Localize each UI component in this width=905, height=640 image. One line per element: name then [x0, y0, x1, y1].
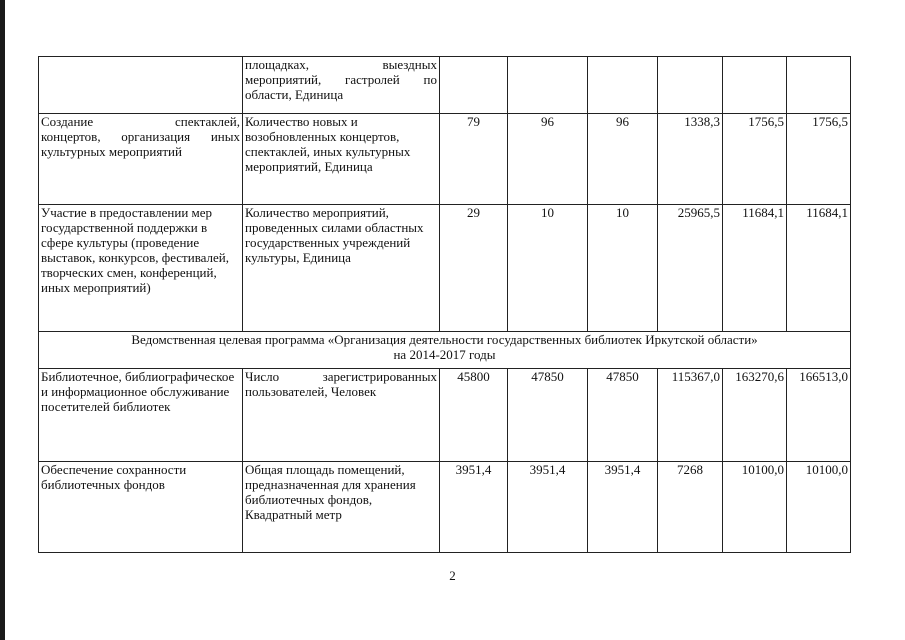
service-line: Создание спектаклей, — [41, 114, 240, 129]
service-line: концертов, организация иных — [41, 129, 240, 144]
indicator-cell: Количество мероприятий, проведенных силами областных государственных учреждений культуры, Единица — [243, 205, 440, 332]
indicator-cell: Общая площадь помещений, предназначенная для хранения библиотечных фондов, Квадратный метр — [243, 462, 440, 553]
value-cell: 10100,0 — [787, 462, 851, 553]
services-table — [38, 56, 851, 553]
value-cell: 3951,4 — [588, 462, 658, 553]
value-cell: 11684,1 — [723, 205, 787, 332]
value-cell: 25965,5 — [658, 205, 723, 332]
scan-edge — [0, 0, 5, 640]
service-cell: Библиотечное, библиографическое и информационное обслуживание посетителей библиотек — [39, 369, 243, 462]
value-cell: 10 — [588, 205, 658, 332]
value-cell: 163270,6 — [723, 369, 787, 462]
value-cell — [658, 57, 723, 114]
value-cell — [588, 57, 658, 114]
indicator-line: мероприятий, гастролей по — [245, 72, 437, 87]
indicator-line: площадках, выездных — [245, 57, 437, 72]
value-cell: 3951,4 — [440, 462, 508, 553]
value-cell — [787, 57, 851, 114]
value-cell: 1756,5 — [723, 114, 787, 205]
page-number: 2 — [449, 568, 456, 583]
section-header-row — [39, 332, 851, 369]
value-cell: 115367,0 — [658, 369, 723, 462]
value-cell: 11684,1 — [787, 205, 851, 332]
service-cell: Участие в предоставлении мер государственной поддержки в сфере культуры (проведение выставок, конкурсов, фестивалей, творческих смен, конференций, иных мероприятий) — [39, 205, 243, 332]
service-line: культурных мероприятий — [41, 144, 182, 159]
indicator-cell — [243, 369, 440, 462]
table-row — [39, 114, 851, 205]
indicator-line: пользователей, Человек — [245, 384, 377, 399]
value-cell: 96 — [508, 114, 588, 205]
service-cell — [39, 57, 243, 114]
value-cell: 10100,0 — [723, 462, 787, 553]
value-cell: 10 — [508, 205, 588, 332]
value-cell: 1756,5 — [787, 114, 851, 205]
section-title — [39, 332, 851, 369]
value-cell: 3951,4 — [508, 462, 588, 553]
value-cell: 166513,0 — [787, 369, 851, 462]
indicator-cell: Количество новых и возобновленных концертов, спектаклей, иных культурных мероприятий, Единица — [243, 114, 440, 205]
section-title-line: на 2014-2017 годы — [393, 347, 496, 362]
table-row — [39, 369, 851, 462]
service-cell — [39, 114, 243, 205]
indicator-cell — [243, 57, 440, 114]
service-cell: Обеспечение сохранности библиотечных фондов — [39, 462, 243, 553]
value-cell: 45800 — [440, 369, 508, 462]
value-cell: 96 — [588, 114, 658, 205]
table-row — [39, 205, 851, 332]
value-cell: 29 — [440, 205, 508, 332]
value-cell: 47850 — [508, 369, 588, 462]
table-row — [39, 57, 851, 114]
value-cell: 79 — [440, 114, 508, 205]
indicator-line: области, Единица — [245, 87, 344, 102]
value-cell: 7268 — [658, 462, 723, 553]
value-cell: 47850 — [588, 369, 658, 462]
value-cell — [508, 57, 588, 114]
value-cell — [723, 57, 787, 114]
section-title-line: Ведомственная целевая программа «Организация деятельности государственных библиотек Иркутской области» — [131, 332, 758, 347]
table-row — [39, 462, 851, 553]
value-cell: 1338,3 — [658, 114, 723, 205]
value-cell — [440, 57, 508, 114]
indicator-line: Число зарегистрированных — [245, 369, 437, 384]
